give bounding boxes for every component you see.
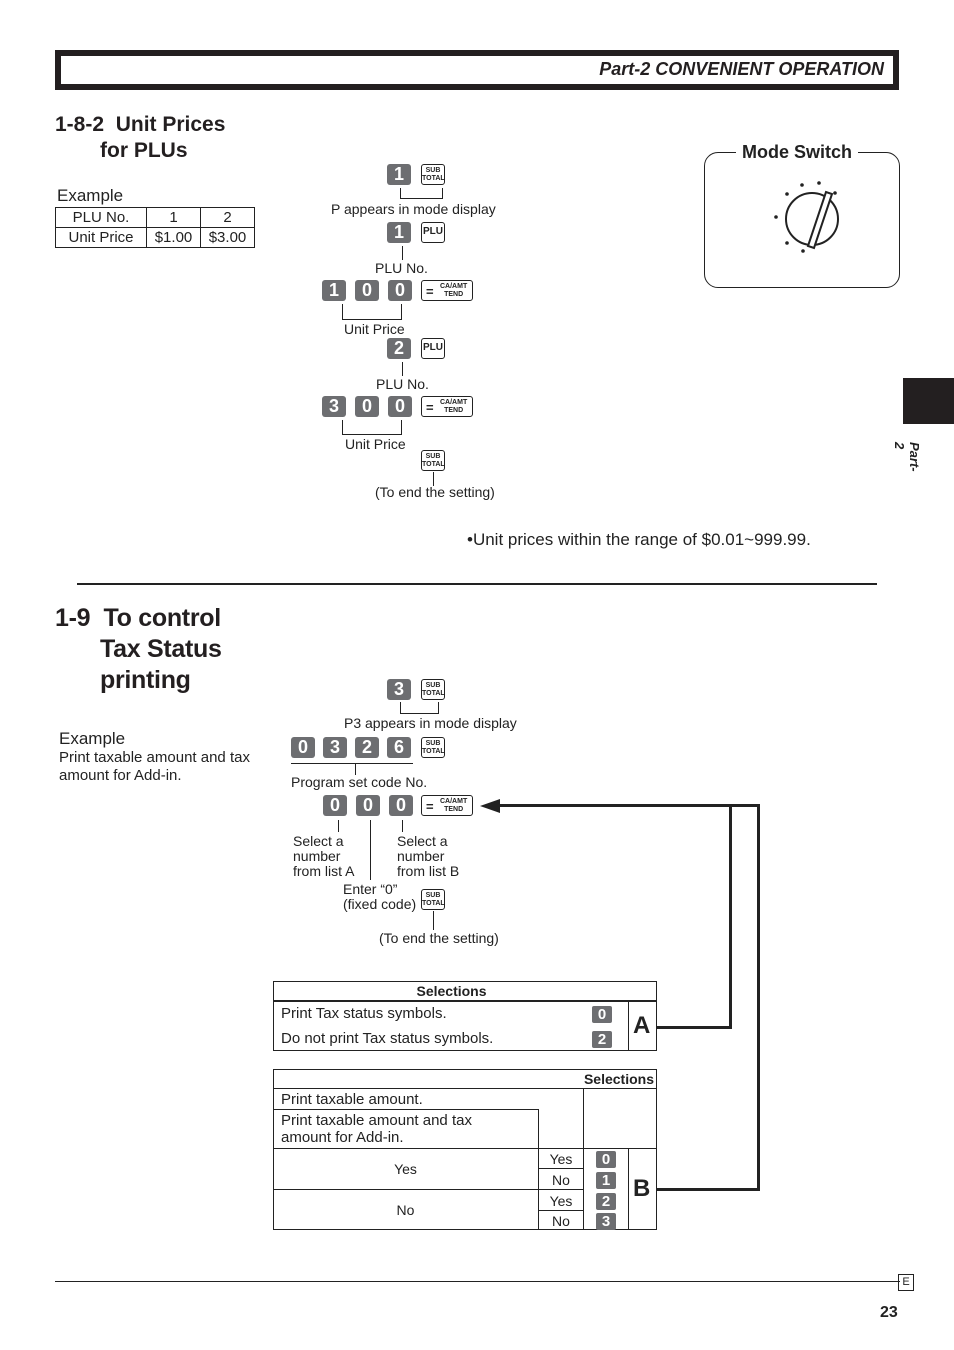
row-b-value: No (552, 1172, 570, 1188)
cash-bottom: TEND (444, 407, 464, 414)
key-digit: 0 (355, 280, 379, 301)
subtotal-key: SUB TOTAL (421, 889, 445, 910)
cash-amt-tend-key (421, 280, 473, 301)
row-b-value: No (552, 1213, 570, 1229)
select-b-line: Select a (397, 833, 448, 849)
section-title-line2: Tax Status (100, 635, 222, 663)
section-number: 1-8-2 (55, 113, 105, 136)
key-digit: 3 (322, 396, 346, 417)
unit-price-label: Unit Price (344, 321, 405, 337)
end-setting-label: (To end the setting) (375, 484, 495, 500)
enter-0-line: Enter “0” (343, 881, 398, 897)
selection-key: 2 (592, 1031, 612, 1048)
cash-amt-tend-key (421, 795, 473, 816)
mode-switch-dial-icon (760, 176, 860, 266)
enter-fixed-code (343, 882, 416, 912)
unit-price-range-note: •Unit prices within the range of $0.01~999.99. (467, 530, 811, 549)
page-number: 23 (880, 1304, 898, 1321)
connector-line (729, 804, 732, 1029)
selection-key: 0 (592, 1006, 612, 1023)
key-digit: 2 (355, 737, 379, 758)
section-title-line2: for PLUs (100, 139, 188, 162)
connector-line (498, 804, 760, 807)
group-yes: Yes (394, 1161, 417, 1177)
select-b-line: from list B (397, 863, 460, 879)
key-1: 1 (387, 222, 411, 243)
selection-key: 1 (596, 1172, 616, 1189)
section-number: 1-9 (55, 604, 91, 632)
group-no: No (396, 1202, 415, 1218)
table-b-letter: B (633, 1175, 651, 1202)
program-code-label: Program set code No. (291, 774, 428, 790)
cash-top: CA/AMT (440, 399, 468, 406)
example-label: Example (57, 186, 124, 205)
cash-bottom: TEND (444, 291, 464, 298)
table-a-row-text: Print Tax status symbols. (281, 1005, 447, 1022)
table-b-col2-line: amount for Add-in. (281, 1129, 404, 1146)
enter-0-line: (fixed code) (343, 896, 417, 912)
header-title: Part-2 CONVENIENT OPERATION (599, 59, 884, 79)
side-tab (903, 378, 954, 424)
table-a-letter: A (633, 1012, 651, 1039)
key-digit: 0 (388, 396, 412, 417)
select-a-line: Select a (293, 833, 344, 849)
select-a-line: number (293, 848, 341, 864)
table-cell: $1.00 (147, 228, 201, 248)
selection-key: 3 (596, 1213, 616, 1230)
language-box: E (898, 1274, 914, 1291)
key-digit: 0 (388, 280, 412, 301)
example-text-2: amount for Add-in. (59, 767, 182, 784)
table-cell: PLU No. (56, 208, 147, 228)
key-digit: 0 (291, 737, 315, 758)
table-b-col2 (281, 1112, 472, 1146)
section-title-line1: To control (103, 604, 221, 632)
p-appears-label: P appears in mode display (331, 201, 496, 217)
subtotal-key: SUB TOTAL (421, 164, 445, 185)
select-b-line: number (397, 848, 445, 864)
subtotal-key: SUB TOTAL (421, 737, 445, 758)
example-text-1: Print taxable amount and tax (59, 749, 250, 766)
cash-eq: = (426, 799, 434, 814)
table-cell: $3.00 (201, 228, 255, 248)
table-row (56, 208, 255, 228)
key-digit: 1 (322, 280, 346, 301)
row-b-value: Yes (549, 1193, 573, 1209)
selection-key: 0 (596, 1151, 616, 1168)
example-label: Example (59, 729, 126, 748)
plu-key: PLU (421, 222, 445, 243)
section-1-8-2-title (55, 112, 225, 138)
subtotal-key: SUB TOTAL (421, 679, 445, 700)
key-3: 3 (387, 679, 411, 700)
row-b-value: Yes (549, 1151, 573, 1167)
mode-switch-label: Mode Switch (736, 142, 858, 163)
cash-bottom: TEND (444, 806, 464, 813)
p3-appears-label: P3 appears in mode display (344, 715, 517, 731)
end-setting-label: (To end the setting) (379, 930, 499, 946)
table-b-col2-line: Print taxable amount and tax (281, 1112, 472, 1129)
table-a-header: Selections (416, 983, 487, 999)
side-tab-label: Part-2 (892, 442, 922, 472)
table-b-col1: Print taxable amount. (281, 1091, 423, 1108)
unit-price-label: Unit Price (345, 436, 406, 452)
cash-top: CA/AMT (440, 798, 468, 805)
table-row (56, 228, 255, 248)
select-a-line: from list A (293, 863, 355, 879)
section-1-9-title (55, 603, 221, 634)
connector-line (657, 1026, 732, 1029)
plu-no-label: PLU No. (375, 260, 428, 276)
plu-no-label: PLU No. (376, 376, 429, 392)
section-divider (77, 583, 877, 585)
cash-top: CA/AMT (440, 283, 468, 290)
selection-key: 2 (596, 1193, 616, 1210)
section-title-line3: printing (100, 666, 191, 694)
table-cell: 2 (201, 208, 255, 228)
cash-key-text (440, 283, 467, 299)
plu-example-table (55, 207, 255, 248)
key-digit: 6 (387, 737, 411, 758)
key-digit: 3 (323, 737, 347, 758)
cash-eq: = (426, 400, 434, 415)
footer-rule (55, 1281, 900, 1282)
subtotal-key: SUB TOTAL (421, 450, 445, 471)
select-list-b (397, 834, 459, 879)
cash-eq: = (426, 284, 434, 299)
key-digit: 0 (389, 795, 413, 816)
key-2: 2 (387, 338, 411, 359)
section-title-line1: Unit Prices (115, 113, 226, 136)
key-digit: 0 (323, 795, 347, 816)
select-list-a (293, 834, 354, 879)
table-a-row-text: Do not print Tax status symbols. (281, 1030, 494, 1047)
cash-key-text (440, 798, 467, 814)
table-b-header: Selections (583, 1071, 654, 1087)
cash-amt-tend-key (421, 396, 473, 417)
key-digit: 0 (355, 396, 379, 417)
connector-line (757, 804, 760, 1191)
connector-line (657, 1188, 760, 1191)
table-cell: 1 (147, 208, 201, 228)
key-1: 1 (387, 164, 411, 185)
table-cell: Unit Price (56, 228, 147, 248)
key-digit: 0 (356, 795, 380, 816)
cash-key-text (440, 399, 467, 415)
plu-key: PLU (421, 338, 445, 359)
